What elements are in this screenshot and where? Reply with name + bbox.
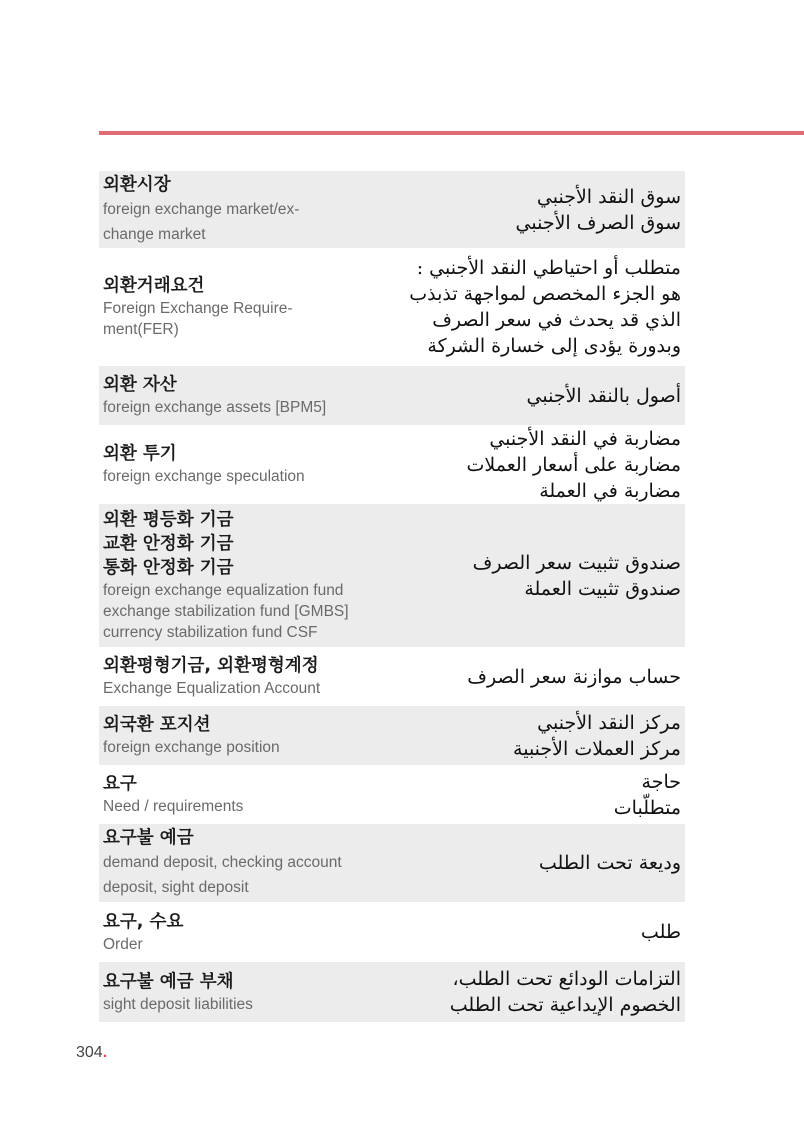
english-term: foreign exchange market/ex- [103, 200, 300, 218]
korean-term: 외환거래요건 [103, 276, 205, 296]
korean-term: 외환평형기금, 외환평형계정 [103, 656, 319, 676]
glossary-row [99, 366, 685, 425]
glossary-row [99, 962, 685, 1022]
english-term: foreign exchange equalization fund [103, 582, 344, 599]
arabic-line: هو الجزء المخصص لمواجهة تذبذب [409, 283, 681, 305]
glossary-row [99, 824, 685, 902]
term-source [103, 910, 368, 955]
glossary-row [99, 425, 685, 504]
english-term: foreign exchange assets [BPM5] [103, 399, 327, 416]
arabic-line: مضاربة في النقد الأجنبي [489, 427, 681, 450]
arabic-line: وديعة تحت الطلب [538, 852, 681, 874]
arabic-line: متطلّبات [613, 796, 681, 819]
arabic-line: مركز النقد الأجنبي [537, 711, 681, 734]
arabic-translation [467, 426, 681, 504]
top-accent-rule [99, 131, 804, 135]
english-term: ment(FER) [103, 321, 179, 338]
arabic-translation [467, 664, 681, 690]
korean-term: 요구불 예금 부채 [103, 971, 234, 992]
english-term: Need / requirements [103, 798, 244, 815]
arabic-line: حساب موازنة سعر الصرف [467, 665, 681, 688]
english-term: Order [103, 935, 143, 953]
english-term: demand deposit, checking account [103, 854, 342, 871]
glossary-row [99, 647, 685, 706]
arabic-line: الخصوم الإيداعية تحت الطلب [449, 994, 681, 1016]
term-source [103, 713, 368, 758]
english-term: Foreign Exchange Require- [103, 300, 293, 317]
arabic-line: الذي قد يحدث في سعر الصرف [432, 309, 681, 331]
term-source [103, 508, 368, 643]
arabic-line: أصول بالنقد الأجنبي [526, 384, 681, 407]
korean-term: 요구, 수요 [103, 911, 184, 932]
english-term: currency stabilization fund CSF [103, 624, 318, 641]
english-term: Exchange Equalization Account [103, 680, 321, 697]
page-number-value: 304 [76, 1044, 103, 1061]
glossary-table [99, 171, 685, 1022]
english-term: deposit, sight deposit [103, 879, 249, 896]
arabic-translation [641, 919, 681, 945]
glossary-row [99, 504, 685, 647]
arabic-translation [539, 850, 681, 876]
english-term: foreign exchange speculation [103, 468, 305, 485]
term-source [103, 274, 368, 340]
korean-term: 외환 자산 [103, 375, 177, 395]
arabic-line: متطلب أو احتياطي النقد الأجنبي : [416, 257, 681, 279]
korean-term: 교환 안정화 기금 [103, 534, 234, 554]
term-source [103, 373, 368, 418]
english-term: foreign exchange position [103, 739, 280, 756]
glossary-row [99, 171, 685, 248]
term-source [103, 173, 368, 247]
arabic-line: مضاربة على أسعار العملات [466, 453, 681, 476]
term-source [103, 772, 368, 817]
arabic-translation [614, 769, 681, 821]
arabic-line: مركز العملات الأجنبية [513, 737, 681, 760]
page-number-dot: . [102, 1044, 108, 1061]
arabic-line: سوق النقد الأجنبي [536, 185, 681, 208]
korean-term: 외국환 포지션 [103, 715, 211, 735]
arabic-line: سوق الصرف الأجنبي [515, 211, 681, 234]
term-source [103, 970, 368, 1015]
arabic-translation [516, 184, 681, 236]
glossary-row [99, 765, 685, 824]
arabic-line: حاجة [641, 770, 681, 793]
arabic-line: صندوق تثبيت العملة [524, 577, 681, 600]
english-term: change market [103, 225, 206, 243]
arabic-line: التزامات الودائع تحت الطلب، [452, 968, 681, 990]
arabic-translation [450, 966, 681, 1018]
term-source [103, 654, 368, 699]
glossary-row [99, 902, 685, 962]
korean-term: 외환시장 [103, 174, 171, 195]
arabic-line: طلب [640, 921, 681, 943]
arabic-translation [527, 383, 681, 409]
arabic-translation [513, 710, 681, 762]
term-source [103, 826, 368, 900]
korean-term: 외환 투기 [103, 444, 177, 464]
arabic-line: وبدورة يؤدى إلى خسارة الشركة [427, 335, 681, 357]
korean-term: 외환 평등화 기금 [103, 510, 234, 530]
korean-term: 요구불 예금 [103, 828, 194, 848]
arabic-translation [473, 550, 681, 602]
korean-term: 통화 안정화 기금 [103, 558, 234, 578]
english-term: sight deposit liabilities [103, 995, 253, 1013]
term-source [103, 442, 368, 487]
korean-term: 요구 [103, 774, 137, 794]
glossary-row [99, 706, 685, 765]
glossary-row [99, 248, 685, 366]
arabic-translation [409, 255, 681, 359]
page-number [76, 1044, 107, 1062]
arabic-line: مضاربة في العملة [539, 479, 681, 502]
english-term: exchange stabilization fund [GMBS] [103, 603, 349, 620]
arabic-line: صندوق تثبيت سعر الصرف [472, 551, 681, 574]
